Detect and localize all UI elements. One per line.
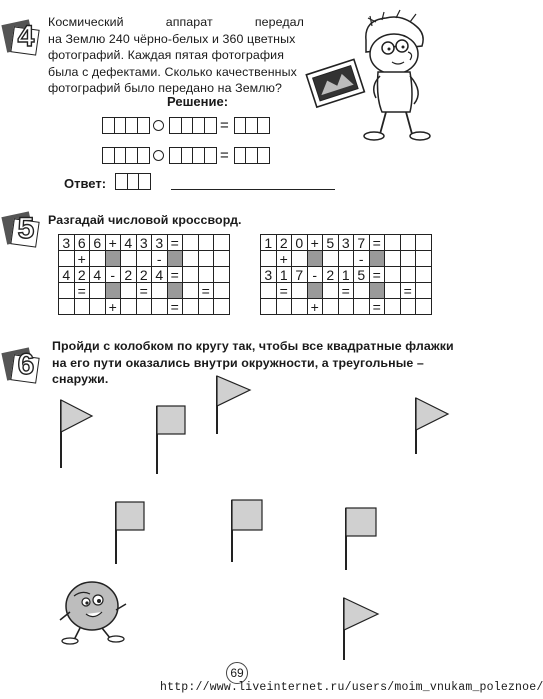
- source-url[interactable]: http://www.liveinternet.ru/users/moim_vnukam_poleznoe/: [160, 681, 543, 694]
- empty-cell[interactable]: [152, 283, 168, 299]
- square-flag[interactable]: [112, 500, 152, 570]
- crossword-cell: +: [105, 299, 121, 315]
- kolobok-character: [56, 576, 132, 646]
- crossword-row: [261, 283, 432, 299]
- empty-cell[interactable]: [214, 299, 230, 315]
- text-line: фотографий. Каждая пятая фотография: [48, 48, 284, 62]
- empty-cell[interactable]: [214, 235, 230, 251]
- task-4-text: [48, 14, 304, 97]
- empty-cell[interactable]: [261, 251, 277, 267]
- empty-cell[interactable]: [385, 235, 401, 251]
- task-5-badge: [4, 210, 44, 250]
- crossword-cell: 2: [121, 267, 137, 283]
- triangle-flag[interactable]: [58, 398, 98, 470]
- crossword-cell: 6: [90, 235, 106, 251]
- crossword-cell: 5: [323, 235, 339, 251]
- crossword-row: [59, 235, 230, 251]
- task-5-title: Разгадай числовой кроссворд.: [48, 213, 242, 227]
- crossword-cell: 4: [59, 267, 75, 283]
- crossword-cell: 1: [338, 267, 354, 283]
- crossword-grid-1: [58, 234, 230, 315]
- solution-row-1: [102, 117, 268, 134]
- empty-cell[interactable]: [400, 299, 416, 315]
- solution-label: Решение:: [167, 94, 229, 109]
- triangle-flag[interactable]: [412, 396, 452, 466]
- shaded-cell: [167, 251, 183, 267]
- boy-with-photo-illustration: [306, 12, 456, 142]
- shaded-cell: [369, 283, 385, 299]
- empty-cell[interactable]: [198, 251, 214, 267]
- crossword-cell: =: [338, 283, 354, 299]
- empty-cell[interactable]: [338, 251, 354, 267]
- empty-cell[interactable]: [90, 283, 106, 299]
- answer-boxes: [115, 173, 150, 190]
- empty-cell[interactable]: [198, 267, 214, 283]
- crossword-cell: 7: [354, 235, 370, 251]
- shaded-cell: [167, 283, 183, 299]
- crossword-cell: 0: [292, 235, 308, 251]
- crossword-cell: =: [400, 283, 416, 299]
- crossword-cell: 2: [276, 235, 292, 251]
- answer-cell[interactable]: [257, 147, 270, 164]
- task-6-text: [52, 338, 480, 388]
- operator-circle[interactable]: [153, 150, 164, 161]
- empty-cell[interactable]: [276, 299, 292, 315]
- crossword-cell: =: [74, 283, 90, 299]
- crossword-cell: 3: [338, 235, 354, 251]
- triangle-flag[interactable]: [214, 374, 254, 446]
- empty-cell[interactable]: [198, 235, 214, 251]
- answer-label: Ответ:: [64, 176, 107, 191]
- crossword-cell: =: [167, 267, 183, 283]
- crossword-grid-2: [260, 234, 432, 315]
- text-line: Космический аппарат передал: [48, 15, 304, 29]
- empty-cell[interactable]: [214, 267, 230, 283]
- shaded-cell: [369, 251, 385, 267]
- empty-cell[interactable]: [183, 267, 199, 283]
- empty-cell[interactable]: [121, 283, 137, 299]
- empty-cell[interactable]: [385, 267, 401, 283]
- crossword-cell: +: [74, 251, 90, 267]
- crossword-cell: =: [369, 299, 385, 315]
- empty-cell[interactable]: [183, 235, 199, 251]
- empty-cell[interactable]: [385, 251, 401, 267]
- page-number: 69: [226, 662, 248, 684]
- empty-cell[interactable]: [292, 283, 308, 299]
- crossword-cell: -: [307, 267, 323, 283]
- empty-cell[interactable]: [183, 299, 199, 315]
- crossword-cell: +: [276, 251, 292, 267]
- empty-cell[interactable]: [385, 299, 401, 315]
- text-line: на его пути оказались внутри окружности, а треугольные –: [52, 355, 424, 370]
- crossword-cell: +: [307, 235, 323, 251]
- empty-cell[interactable]: [416, 283, 432, 299]
- crossword-cell: -: [152, 251, 168, 267]
- text-line: на Землю 240 чёрно-белых и 360 цветных: [48, 31, 296, 46]
- operator-circle[interactable]: [153, 120, 164, 131]
- square-flag[interactable]: [152, 404, 192, 476]
- empty-cell[interactable]: [416, 299, 432, 315]
- empty-cell[interactable]: [90, 251, 106, 267]
- text-line: фотографий было передано на Землю?: [48, 81, 283, 95]
- empty-cell[interactable]: [400, 267, 416, 283]
- crossword-cell: 1: [261, 235, 277, 251]
- crossword-cell: =: [198, 283, 214, 299]
- crossword-cell: -: [354, 251, 370, 267]
- empty-cell[interactable]: [323, 251, 339, 267]
- crossword-cell: =: [167, 299, 183, 315]
- solution-row-2: [102, 147, 268, 164]
- crossword-cell: =: [369, 235, 385, 251]
- equals-sign: =: [220, 117, 229, 134]
- task-6-badge: [4, 346, 44, 386]
- empty-cell[interactable]: [292, 251, 308, 267]
- answer-cell[interactable]: [137, 117, 150, 134]
- empty-cell[interactable]: [59, 251, 75, 267]
- crossword-cell: =: [369, 267, 385, 283]
- text-line: Пройди с колобком по кругу так, чтобы все квадратные флажки: [52, 339, 454, 353]
- square-flag[interactable]: [342, 506, 382, 576]
- crossword-cell: =: [136, 283, 152, 299]
- shaded-cell: [307, 283, 323, 299]
- crossword-cell: =: [167, 235, 183, 251]
- square-flag[interactable]: [228, 498, 268, 568]
- crossword-cell: 2: [74, 267, 90, 283]
- crossword-cell: 3: [152, 235, 168, 251]
- empty-cell[interactable]: [354, 299, 370, 315]
- empty-cell[interactable]: [323, 299, 339, 315]
- empty-cell[interactable]: [261, 283, 277, 299]
- crossword-row: [59, 283, 230, 299]
- empty-cell[interactable]: [59, 283, 75, 299]
- empty-cell[interactable]: [416, 235, 432, 251]
- crossword-cell: 1: [276, 267, 292, 283]
- equals-sign: =: [220, 147, 229, 164]
- empty-cell[interactable]: [400, 235, 416, 251]
- empty-cell[interactable]: [400, 251, 416, 267]
- crossword-row: [261, 267, 432, 283]
- crossword-row: [261, 299, 432, 315]
- empty-cell[interactable]: [136, 299, 152, 315]
- empty-cell[interactable]: [198, 299, 214, 315]
- empty-cell[interactable]: [416, 267, 432, 283]
- crossword-row: [59, 251, 230, 267]
- shaded-cell: [105, 251, 121, 267]
- crossword-cell: 3: [136, 235, 152, 251]
- crossword-cell: 7: [292, 267, 308, 283]
- answer-cell[interactable]: [138, 173, 151, 190]
- answer-cell[interactable]: [137, 147, 150, 164]
- answer-cell[interactable]: [257, 117, 270, 134]
- task-number: 6: [17, 348, 35, 381]
- task-number: 5: [17, 212, 35, 245]
- empty-cell[interactable]: [183, 283, 199, 299]
- shaded-cell: [105, 283, 121, 299]
- empty-cell[interactable]: [121, 251, 137, 267]
- crossword-cell: +: [105, 235, 121, 251]
- empty-cell[interactable]: [292, 299, 308, 315]
- empty-cell[interactable]: [354, 283, 370, 299]
- crossword-cell: =: [276, 283, 292, 299]
- crossword-cell: -: [105, 267, 121, 283]
- answer-line[interactable]: [171, 189, 335, 190]
- crossword-cell: 6: [74, 235, 90, 251]
- crossword-cell: 2: [323, 267, 339, 283]
- crossword-cell: 3: [59, 235, 75, 251]
- crossword-row: [59, 267, 230, 283]
- triangle-flag[interactable]: [340, 596, 384, 666]
- empty-cell[interactable]: [323, 283, 339, 299]
- empty-cell[interactable]: [385, 283, 401, 299]
- empty-cell[interactable]: [74, 299, 90, 315]
- text-line: была с дефектами. Сколько качественных: [48, 64, 297, 79]
- crossword-row: [261, 235, 432, 251]
- empty-cell[interactable]: [59, 299, 75, 315]
- answer-cell[interactable]: [204, 147, 217, 164]
- crossword-cell: +: [307, 299, 323, 315]
- crossword-cell: 4: [121, 235, 137, 251]
- empty-cell[interactable]: [214, 251, 230, 267]
- empty-cell[interactable]: [338, 299, 354, 315]
- empty-cell[interactable]: [90, 299, 106, 315]
- crossword-cell: 3: [261, 267, 277, 283]
- crossword-cell: 5: [354, 267, 370, 283]
- empty-cell[interactable]: [136, 251, 152, 267]
- task-4-badge: [4, 18, 44, 58]
- text-line: снаружи.: [52, 372, 109, 386]
- empty-cell[interactable]: [416, 251, 432, 267]
- crossword-cell: 4: [90, 267, 106, 283]
- empty-cell[interactable]: [261, 299, 277, 315]
- crossword-row: [59, 299, 230, 315]
- answer-cell[interactable]: [204, 117, 217, 134]
- shaded-cell: [307, 251, 323, 267]
- empty-cell[interactable]: [183, 251, 199, 267]
- crossword-cell: 2: [136, 267, 152, 283]
- empty-cell[interactable]: [121, 299, 137, 315]
- crossword-row: [261, 251, 432, 267]
- empty-cell[interactable]: [152, 299, 168, 315]
- task-number: 4: [17, 20, 35, 53]
- crossword-cell: 4: [152, 267, 168, 283]
- empty-cell[interactable]: [214, 283, 230, 299]
